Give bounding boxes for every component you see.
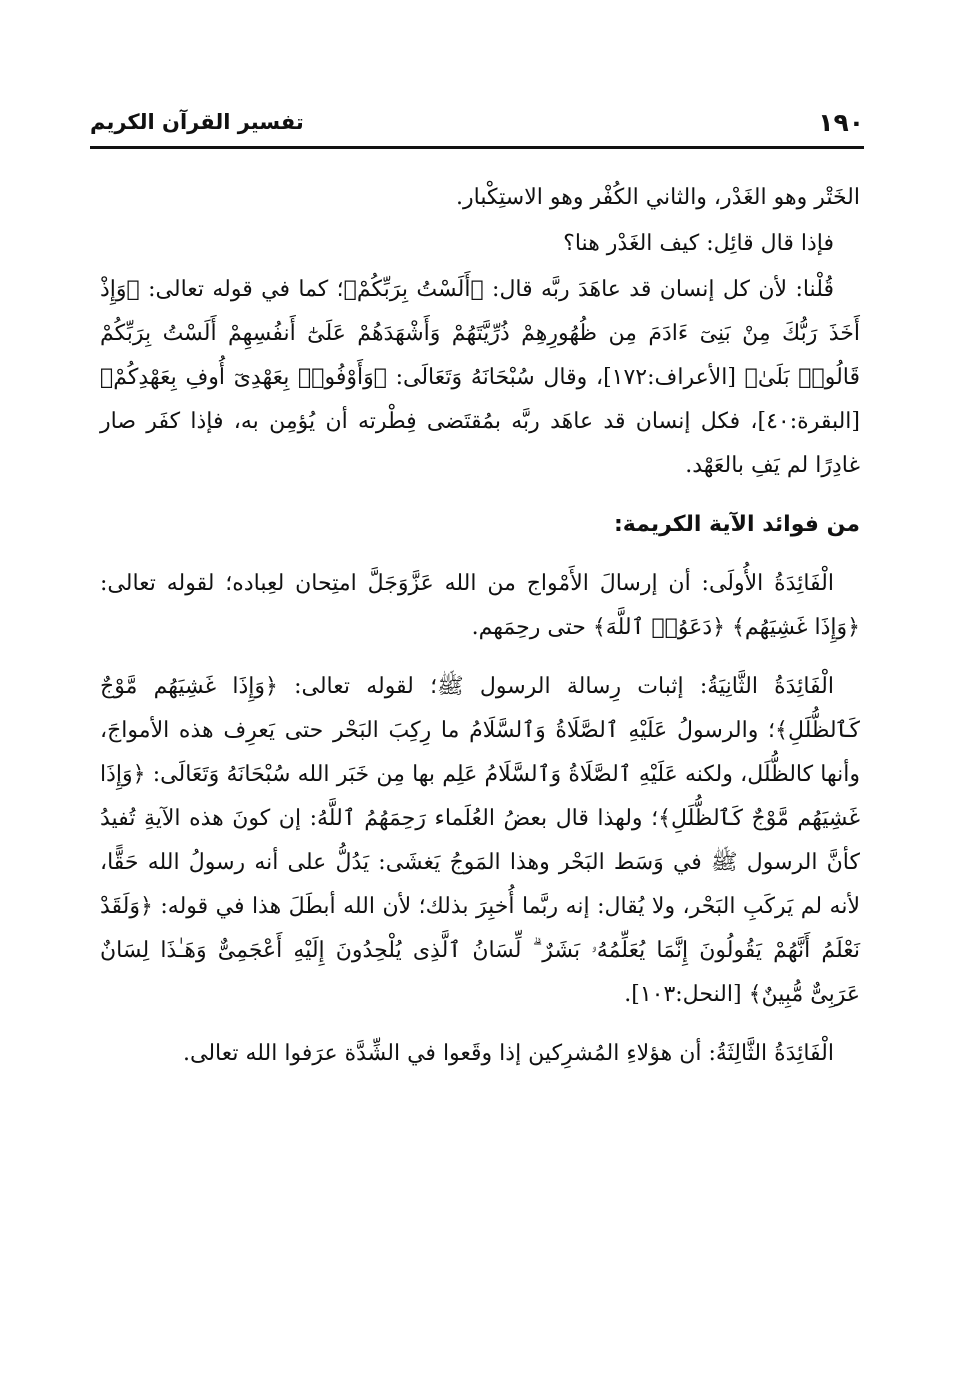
paragraph-question: فإذا قال قائِل: كيف الغَدْر هنا؟ bbox=[563, 231, 834, 256]
paragraph-benefit-3: الْفَائِدَةُ الثَّالِثَةُ: أن هؤلاءِ المُشرِكين إذا وقَعوا في الشِّدَّة عرَفوا الله تعالى. bbox=[182, 1041, 834, 1066]
paragraph-benefit-1: الْفَائِدَةُ الأُولَى: أن إرسالَ الأَمْواج من الله عَزَّوَجَلَّ امتِحان لعِباده؛ لقوله تعالى: ﴿وَإِذَا غَشِيَهُم﴾ ﴿دَعَوُا۟ ٱللَّهَ﴾ حتى رحِمَهم. bbox=[100, 571, 860, 640]
paragraph-answer: قُلْنا: لأن كل إنسان قد عاهَدَ ربَّه قال: ﴿أَلَسْتُ بِرَبِّكُمْ﴾؛ كما في قوله تعالى: ﴿وَإِذْ أَخَذَ رَبُّكَ مِنْ بَنِىٓ ءَادَمَ مِن ظُهُورِهِمْ ذُرِّيَّتَهُمْ وَأَشْهَدَهُمْ عَلَىٰٓ أَنفُسِهِمْ أَلَسْتُ بِرَبِّكُمْ قَالُوا۟ بَلَىٰ﴾ [الأعراف:١٧٢]، وقال سُبْحَانَهُ وَتَعَالَى: ﴿وَأَوْفُوا۟ بِعَهْدِىٓ أُوفِ بِعَهْدِكُمْ﴾ [البقرة:٤٠]، فكل إنسان قد عاهَد ربَّه بمُقتَضى فِطْرته أن يُؤمِن به، فإذا كفَر صار غادِرًا لم يَفِ بالعَهْد. bbox=[100, 277, 860, 478]
header-divider bbox=[90, 146, 864, 149]
section-heading: من فوائد الآية الكريمة: bbox=[613, 512, 860, 537]
page-header bbox=[90, 100, 864, 144]
book-title: تفسير القرآن الكريم bbox=[90, 110, 304, 134]
page-body bbox=[100, 176, 860, 1091]
paragraph-benefit-2: الْفَائِدَةُ الثَّانِيَةُ: إثبات رِسالة الرسول ﷺ؛ لقوله تعالى: ﴿وَإِذَا غَشِيَهُم مَّوْجٌ كَٱلظُّلَلِ﴾؛ والرسولُ عَلَيْهِ ٱلصَّلَاةُ وَٱلسَّلَامُ ما رِكِبَ البَحْر حتى يَعرِف هذه الأمواجَ، وأنها كالظُّلَل، ولكنه عَلَيْهِ ٱلصَّلَاةُ وَٱلسَّلَامُ عَلِم بها مِن خَبَر الله سُبْحَانَهُ وَتَعَالَى: ﴿وَإِذَا غَشِيَهُم مَّوْجٌ كَٱلظُّلَلِ﴾؛ ولهذا قال بعضُ العُلَماء رَحِمَهُمُ ٱللَّهُ: إن كونَ هذه الآيةِ تُفيدُ كأنَّ الرسول ﷺ في وَسَط البَحْر وهذا المَوجُ يَغشَى: يَدُلُّ على أنه رسولُ الله حَقًّا، لأنه لم يَركَبِ البَحْر، ولا يُقال: إنه ربَّما أُخبِرَ بذلك؛ لأن الله أبطَلَ هذا في قوله: ﴿وَلَقَدْ نَعْلَمُ أَنَّهُمْ يَقُولُونَ إِنَّمَا يُعَلِّمُهُۥ بَشَرٌ ۗ لِّسَانُ ٱلَّذِى يُلْحِدُونَ إِلَيْهِ أَعْجَمِىٌّ وَهَـٰذَا لِسَانٌ عَرَبِىٌّ مُّبِينٌ﴾ [النحل:١٠٣]. bbox=[100, 674, 860, 1007]
page-number: ١٩٠ bbox=[818, 107, 864, 137]
paragraph-continuation: الخَتْر وهو الغَدْر، والثاني الكُفْر وهو الاستِكْبار. bbox=[456, 185, 860, 210]
